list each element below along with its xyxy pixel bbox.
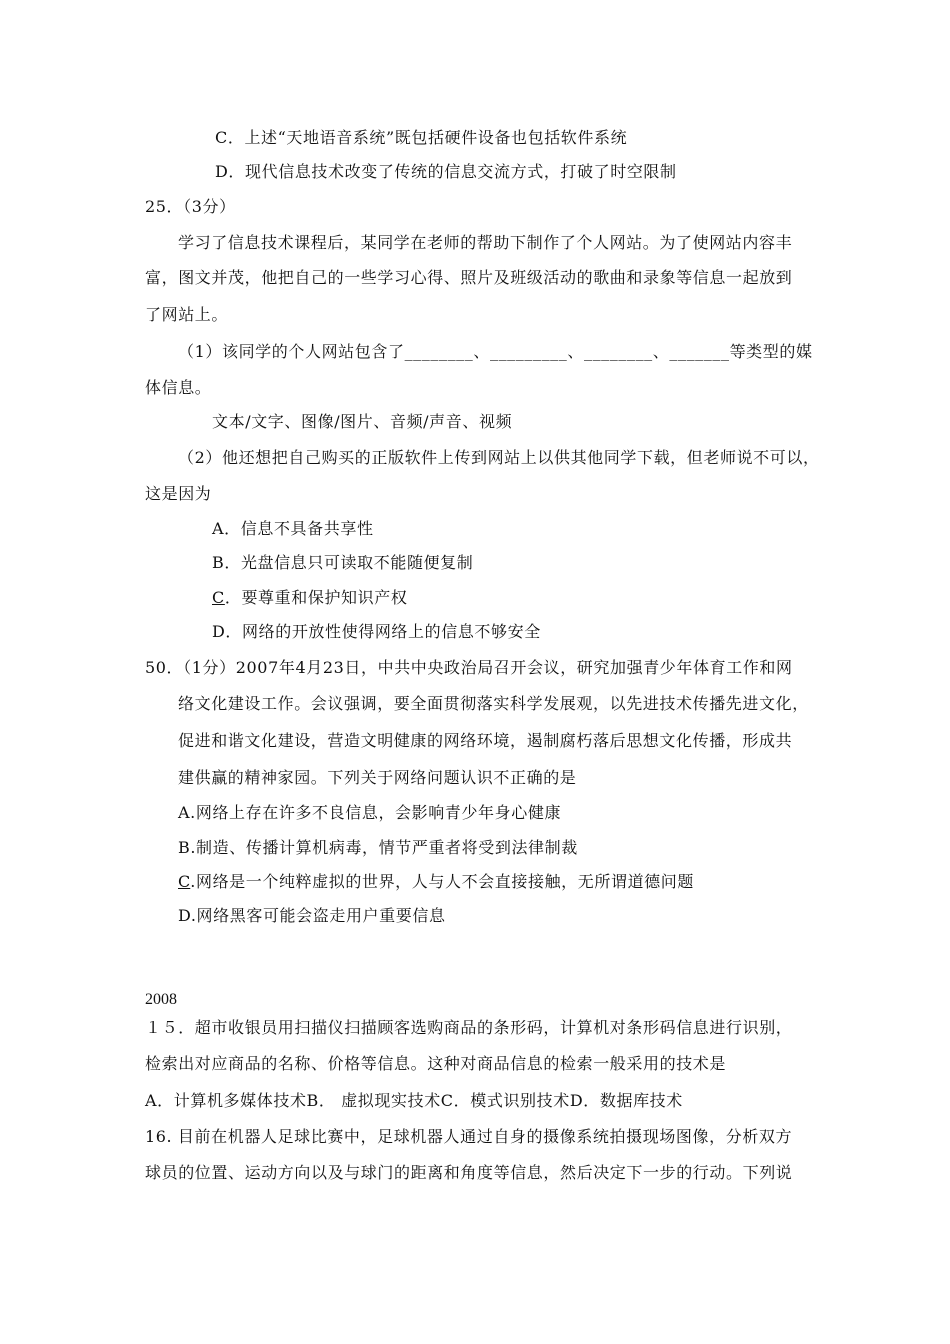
q15-line1: １５．超市收银员用扫描仪扫描顾客选购商品的条形码，计算机对条形码信息进行识别，: [145, 1018, 793, 1037]
q25-option-b: B．光盘信息只可读取不能随便复制: [212, 553, 474, 572]
q50-line2: 络文化建设工作。会议强调，要全面贯彻落实科学发展观，以先进技术传播先进文化，: [178, 694, 809, 713]
q50-option-a: A.网络上存在许多不良信息，会影响青少年身心健康: [178, 803, 562, 822]
q25-option-c-letter: C: [212, 588, 225, 607]
q50-line3: 促进和谐文化建设，营造文明健康的网络环境，遏制腐朽落后思想文化传播，形成共: [178, 731, 793, 750]
q50-line4: 建供赢的精神家园。下列关于网络问题认识不正确的是: [178, 768, 577, 787]
section-year: 2008: [145, 991, 177, 1008]
q50-option-d: D.网络黑客可能会盗走用户重要信息: [178, 906, 446, 925]
q15-options: A．计算机多媒体技术B． 虚拟现实技术C．模式识别技术D．数据库技术: [145, 1091, 683, 1110]
q50-option-c: [178, 872, 694, 892]
q25-header: 25．（3分）: [145, 197, 236, 216]
q50-option-b: B.制造、传播计算机病毒，情节严重者将受到法律制裁: [178, 838, 578, 857]
q16-line2: 球员的位置、运动方向以及与球门的距离和角度等信息，然后决定下一步的行动。下列说: [145, 1163, 793, 1182]
q16-line1: 16. 目前在机器人足球比赛中，足球机器人通过自身的摄像系统拍摄现场图像，分析双方: [145, 1127, 793, 1146]
q24-option-c: C．上述“天地语音系统”既包括硬件设备也包括软件系统: [215, 128, 628, 147]
q25-option-a: A．信息不具备共享性: [212, 519, 374, 538]
q25-sub1-answer: 文本/文字、图像/图片、音频/声音、视频: [212, 412, 513, 431]
q25-stem-line3: 了网站上。: [145, 305, 229, 324]
q25-sub2-line1: （2）他还想把自己购买的正版软件上传到网站上以供其他同学下载，但老师说不可以，: [178, 448, 820, 467]
q25-stem-line1: 学习了信息技术课程后，某同学在老师的帮助下制作了个人网站。为了使网站内容丰: [178, 233, 793, 252]
q24-option-d: D．现代信息技术改变了传统的信息交流方式，打破了时空限制: [215, 162, 677, 181]
q25-option-c: [212, 588, 407, 608]
q50-line1: 50．（1分）2007年4月23日，中共中央政治局召开会议，研究加强青少年体育工作和网: [145, 658, 793, 677]
q50-option-c-letter: C: [178, 872, 191, 891]
q50-option-c-text: .网络是一个纯粹虚拟的世界，人与人不会直接接触，无所谓道德问题: [190, 872, 694, 891]
q25-option-d: D．网络的开放性使得网络上的信息不够安全: [212, 622, 541, 641]
q25-sub1-line1: （1）该同学的个人网站包含了________、_________、________、_______等类型的媒: [178, 342, 813, 361]
q25-sub1-line2: 体信息。: [145, 378, 212, 397]
q25-option-c-text: ．要尊重和保护知识产权: [224, 588, 408, 607]
q25-stem-line2: 富，图文并茂，他把自己的一些学习心得、照片及班级活动的歌曲和录象等信息一起放到: [145, 268, 793, 287]
q15-line2: 检索出对应商品的名称、价格等信息。这种对商品信息的检索一般采用的技术是: [145, 1054, 727, 1073]
q25-sub2-line2: 这是因为: [145, 484, 212, 503]
